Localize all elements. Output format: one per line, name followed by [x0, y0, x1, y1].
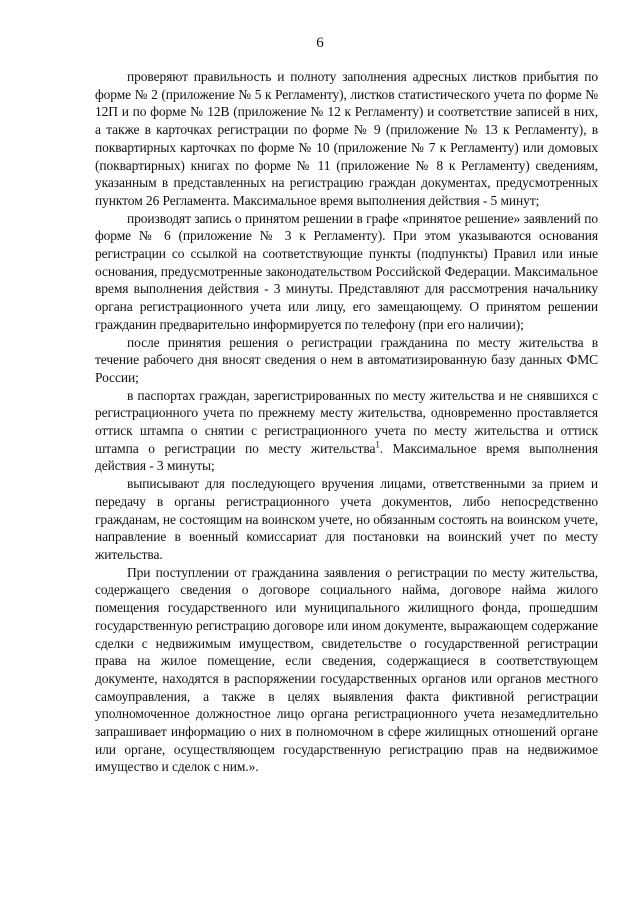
paragraph-database-entry: после принятия решения о регистрации гражданина по месту жительства в течение рабочего дня вносят сведения о нем в автоматизированную базу данных ФМС России; — [95, 334, 598, 385]
paragraph-social-lease-request: При поступлении от гражданина заявления о регистрации по месту жительства, содержащего сведения о договоре социального найма, договоре найма жилого помещения государственного или муниципального жилищного фонда, прошедшим государственную регистрацию договоре или ином документе, выражающем содержание сделки с недвижимым имуществом, свидетельстве о государственной регистрации права на жилое помещение, если сведения, содержащиеся в соответствующем документе, находятся в распоряжении государственных органов или органов местного самоуправления, а также в целях выявления факта фиктивной регистрации уполномоченное должностное лицо органа регистрационного учета незамедлительно запрашивает информацию о них в полномочном в сфере жилищных отношений органе или органе, осуществляющем государственную регистрацию прав на недвижимое имущество и сделок с ним.». — [95, 564, 598, 775]
document-body — [95, 68, 598, 776]
footnote-mark: 1 — [375, 439, 380, 450]
passport-stamps-text: в паспортах граждан, зарегистрированных по месту жительства и не снявшихся с регистрационного учета по прежнему месту жительства, одновременно проставляется оттиск штампа о снятии с регистрационного учета по месту жительства и оттиск штампа о регистрации по месту жительства — [95, 387, 598, 456]
page-number: 6 — [316, 35, 324, 51]
passport-stamps-text-end: . Максимальное время выполнения действия - 3 минуты; — [95, 440, 598, 474]
paragraph-check-forms: проверяют правильность и полноту заполнения адресных листков прибытия по форме № 2 (приложение № 5 к Регламенту), листков статистического учета по форме № 12П и по форме № 12В (приложение № 12 к Регламенту) и соответствие записей в них, а также в карточках регистрации по форме № 9 (приложение № 13 к Регламенту), в поквартирных карточках по форме № 10 (приложение № 7 к Регламенту) или домовых (поквартирных) книгах по форме № 11 (приложение № 8 к Регламенту) сведениям, указанным в представленных на регистрацию граждан документах, предусмотренных пунктом 26 Регламента. Максимальное время выполнения действия - 5 минут; — [95, 69, 598, 208]
paragraph-passport-stamps — [95, 387, 598, 476]
paragraph-military-referral: выписывают для последующего вручения лицами, ответственными за прием и передачу в органы регистрационного учета документов, либо непосредственно гражданам, не состоящим на воинском учете, но обязанным состоять на воинском учете, направление в военный комиссариат для постановки на воинский учет по месту жительства. — [95, 476, 598, 562]
paragraph-record-decision: производят запись о принятом решении в графе «принятое решение» заявлений по форме № 6 (приложение № 3 к Регламенту). При этом указываются основания регистрации со ссылкой на соответствующие пункты (подпункты) Правил или иные основания, предусмотренные законодательством Российской Федерации. Максимальное время выполнения действия - 3 минуты. Представляют для рассмотрения начальнику органа регистрационного учета или лицу, его замещающему. О принятом решении гражданин предварительно информируется по телефону (при его наличии); — [95, 210, 598, 332]
